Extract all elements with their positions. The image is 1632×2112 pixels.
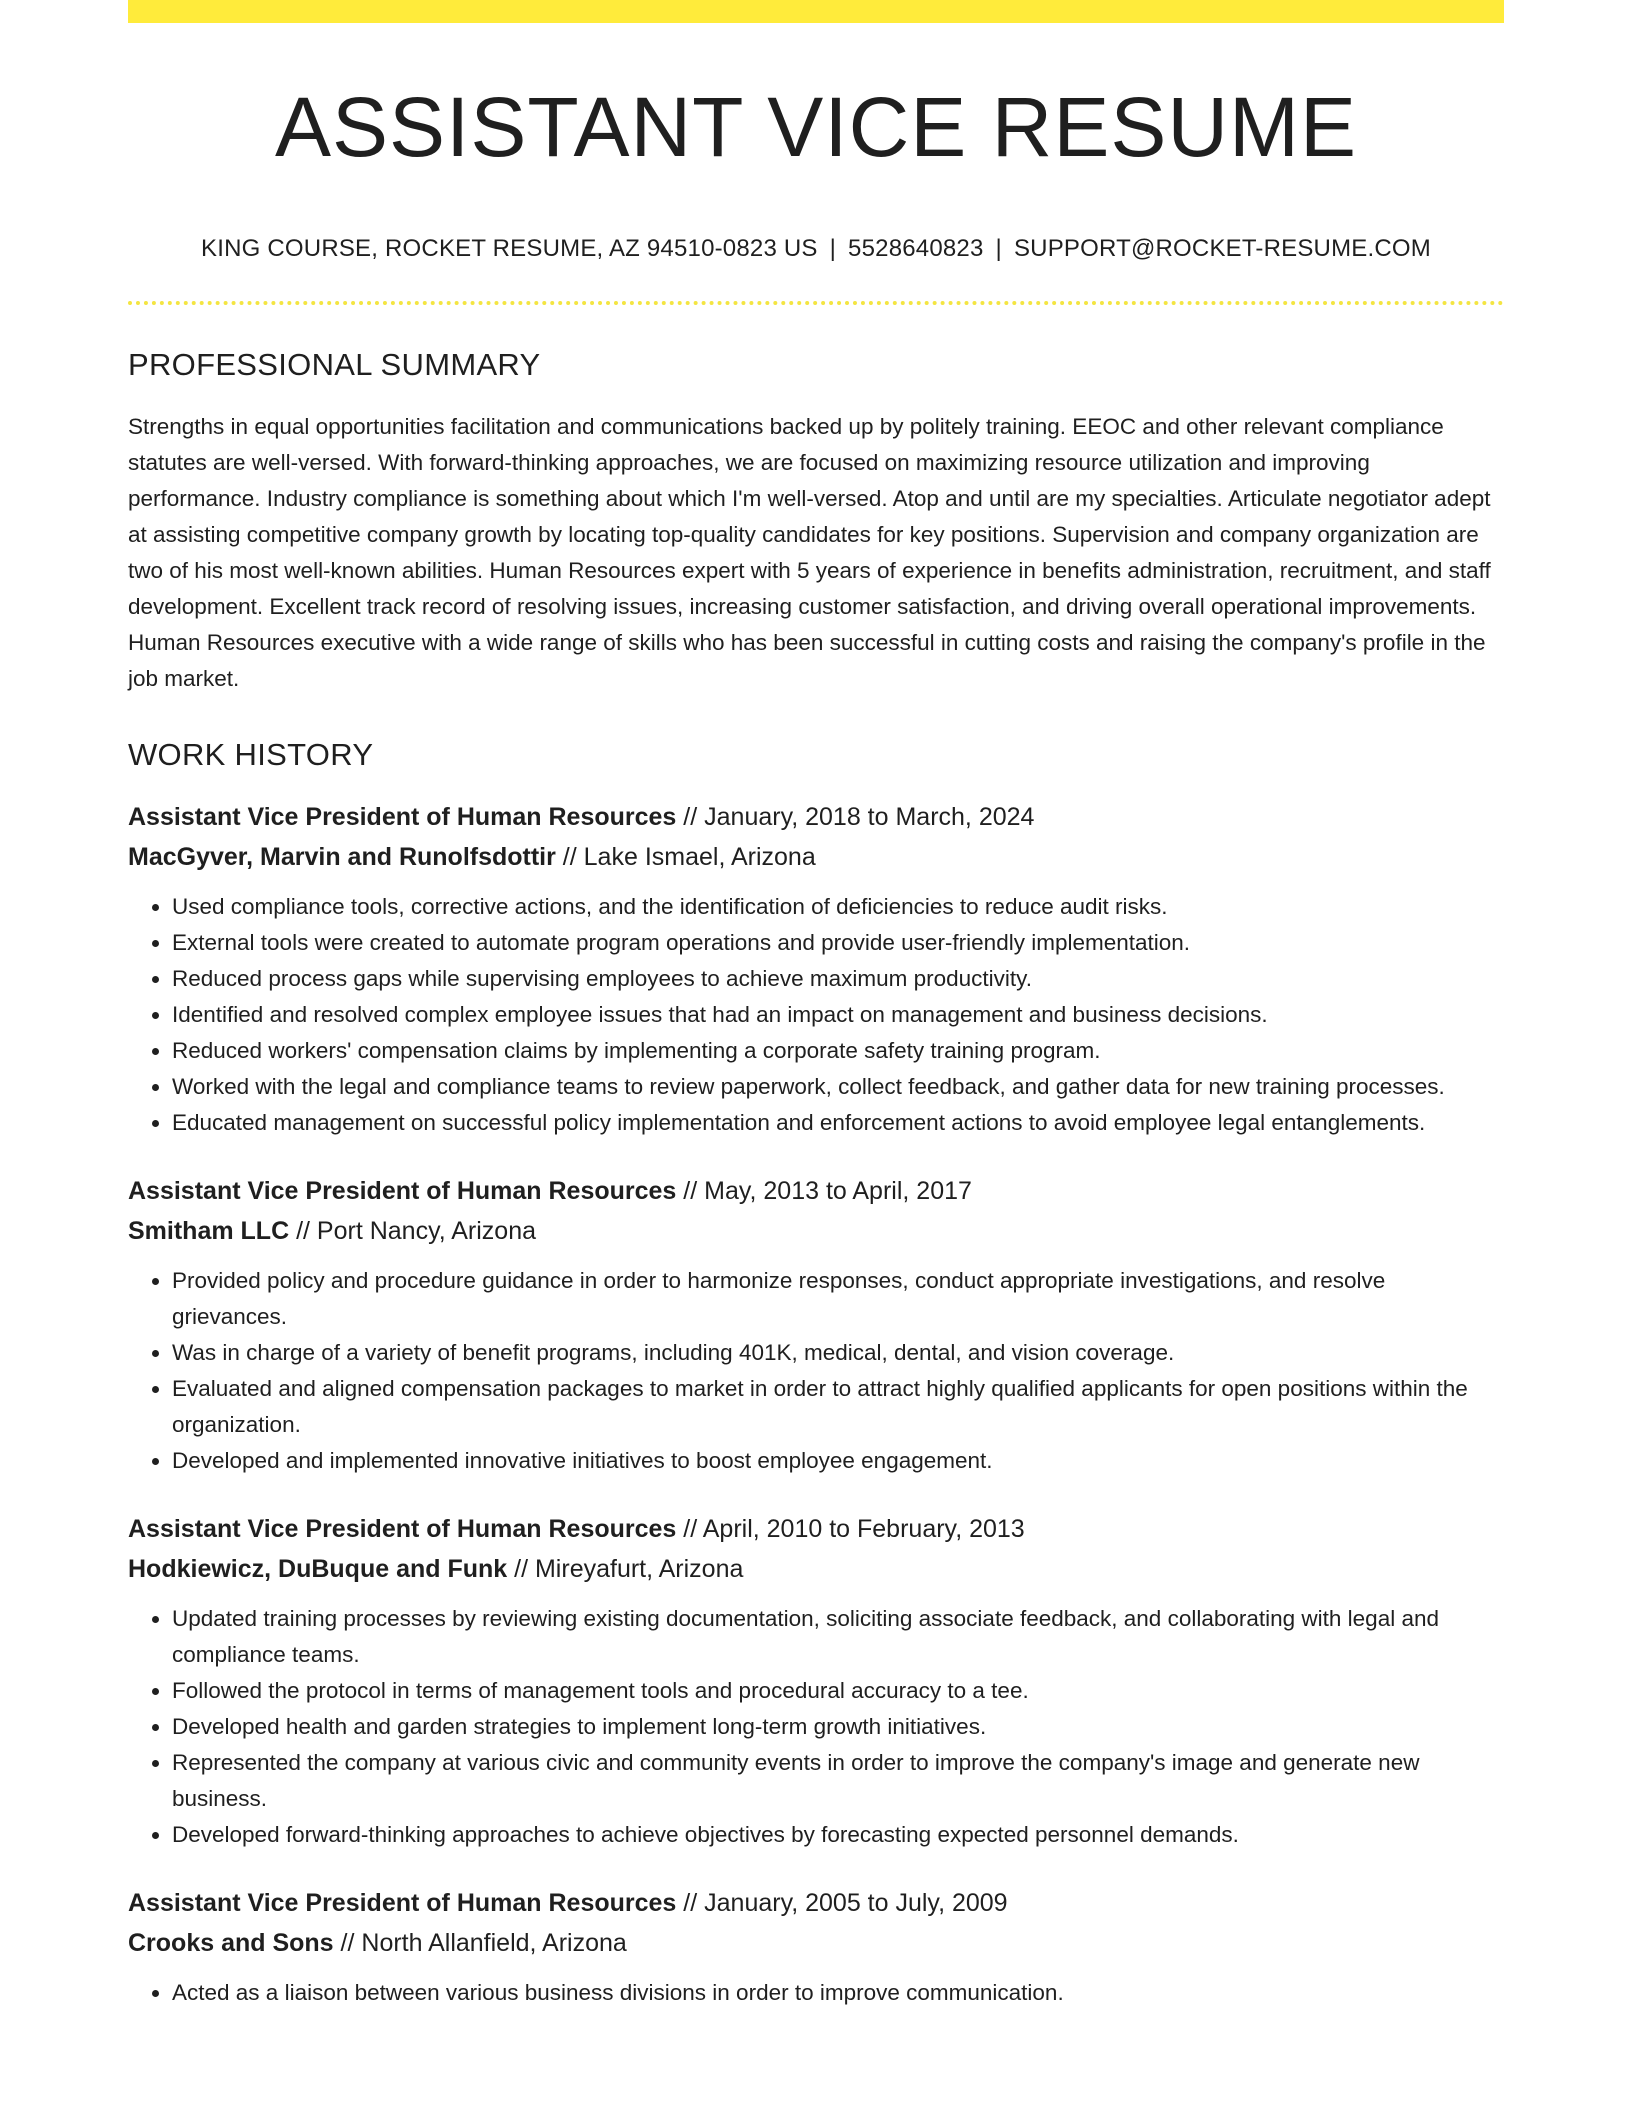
job-company: Crooks and Sons [128, 1929, 334, 1958]
list-item: • Reduced process gaps while supervising employees to achieve maximum productivity. [172, 961, 1504, 997]
job-location: North Allanfield, Arizona [361, 1929, 627, 1958]
job-dates: January, 2005 to July, 2009 [704, 1889, 1008, 1918]
job-role: Assistant Vice President of Human Resources [128, 1889, 677, 1918]
job-role: Assistant Vice President of Human Resources [128, 1515, 677, 1544]
job-company: Hodkiewicz, DuBuque and Funk [128, 1555, 508, 1584]
list-item: • Educated management on successful policy implementation and enforcement actions to avoid employee legal entanglements. [172, 1105, 1504, 1141]
accent-bar [128, 0, 1504, 23]
job-dates: April, 2010 to February, 2013 [702, 1515, 1025, 1544]
list-item: • Provided policy and procedure guidance in order to harmonize responses, conduct appropriate investigations, and resolve grievances. [172, 1263, 1504, 1335]
job-company-line [128, 1923, 1504, 1963]
job-entry [128, 1171, 1504, 1479]
contact-separator: | [995, 235, 1002, 263]
job-company-line [128, 837, 1504, 877]
list-item: • Followed the protocol in terms of management tools and procedural accuracy to a tee. [172, 1673, 1504, 1709]
list-item: • Used compliance tools, corrective actions, and the identification of deficiencies to reduce audit risks. [172, 889, 1504, 925]
contact-phone: 5528640823 [848, 235, 984, 263]
dotted-divider [128, 301, 1504, 305]
contact-line [128, 235, 1504, 263]
job-role: Assistant Vice President of Human Resources [128, 1177, 677, 1206]
job-company: Smitham LLC [128, 1217, 290, 1246]
list-item: • Developed health and garden strategies to implement long-term growth initiatives. [172, 1709, 1504, 1745]
job-divider: // [555, 843, 584, 872]
section-title-work-history: WORK HISTORY [128, 737, 374, 773]
job-dates: May, 2013 to April, 2017 [704, 1177, 972, 1206]
job-divider: // [333, 1929, 362, 1958]
job-role-line [128, 1171, 1504, 1211]
job-role-line [128, 1883, 1504, 1923]
summary-text: Strengths in equal opportunities facilitation and communications backed up by politely training. EEOC and other relevant compliance statutes are well-versed. With forward-thinking approaches, we are focused on maximizing resource utilization and improving performance. Industry compliance is something about which I'm well-versed. Atop and until are my specialties. Articulate negotiator adept at assisting competitive company growth by locating top-quality candidates for key positions. Supervision and company organization are two of his most well-known abilities. Human Resources expert with 5 years of experience in benefits administration, recruitment, and staff development. Excellent track record of resolving issues, increasing customer satisfaction, and driving overall operational improvements. Human Resources executive with a wide range of skills who has been successful in cutting costs and raising the company's profile in the job market. [128, 414, 1491, 692]
list-item: • Was in charge of a variety of benefit programs, including 401K, medical, dental, and vision coverage. [172, 1335, 1504, 1371]
list-item: • Represented the company at various civic and community events in order to improve the company's image and generate new business. [172, 1745, 1504, 1817]
list-item: • Evaluated and aligned compensation packages to market in order to attract highly qualified applicants for open positions within the organization. [172, 1371, 1504, 1443]
job-role: Assistant Vice President of Human Resources [128, 803, 677, 832]
job-bullets [128, 889, 1504, 1141]
job-divider: // [507, 1555, 535, 1584]
job-entry [128, 1509, 1504, 1853]
list-item: • Developed and implemented innovative initiatives to boost employee engagement. [172, 1443, 1504, 1479]
list-item: • Worked with the legal and compliance teams to review paperwork, collect feedback, and gather data for new training processes. [172, 1069, 1504, 1105]
list-item: • Updated training processes by reviewing existing documentation, soliciting associate feedback, and collaborating with legal and compliance teams. [172, 1601, 1504, 1673]
job-bullets [128, 1601, 1504, 1853]
job-entry [128, 1883, 1504, 2011]
job-divider: // [676, 1889, 705, 1918]
job-bullets [128, 1975, 1504, 2011]
list-item: • Acted as a liaison between various business divisions in order to improve communication. [172, 1975, 1504, 2011]
contact-email: SUPPORT@ROCKET-RESUME.COM [1013, 235, 1431, 263]
job-role-line [128, 797, 1504, 837]
contact-separator: | [829, 235, 837, 263]
job-role-line [128, 1509, 1504, 1549]
job-divider: // [676, 1515, 703, 1544]
list-item: • Reduced workers' compensation claims by implementing a corporate safety training program. [172, 1033, 1504, 1069]
job-company-line [128, 1549, 1504, 1589]
job-location: Lake Ismael, Arizona [583, 843, 816, 872]
section-title-summary: PROFESSIONAL SUMMARY [128, 347, 541, 383]
list-item: • Identified and resolved complex employee issues that had an impact on management and business decisions. [172, 997, 1504, 1033]
job-bullets [128, 1263, 1504, 1479]
resume-name: ASSISTANT VICE RESUME [274, 80, 1358, 174]
job-entry [128, 797, 1504, 1141]
list-item: • Developed forward-thinking approaches to achieve objectives by forecasting expected personnel demands. [172, 1817, 1504, 1853]
contact-address: KING COURSE, ROCKET RESUME, AZ 94510-0823 US [201, 235, 818, 263]
job-location: Mireyafurt, Arizona [534, 1555, 744, 1584]
job-location: Port Nancy, Arizona [316, 1217, 537, 1246]
resume-page [128, 0, 1504, 2011]
list-item: • External tools were created to automate program operations and provide user-friendly implementation. [172, 925, 1504, 961]
job-divider: // [676, 1177, 705, 1206]
job-dates: January, 2018 to March, 2024 [704, 803, 1035, 832]
job-company: MacGyver, Marvin and Runolfsdottir [128, 843, 556, 872]
job-divider: // [676, 803, 705, 832]
job-divider: // [289, 1217, 317, 1246]
job-company-line [128, 1211, 1504, 1251]
